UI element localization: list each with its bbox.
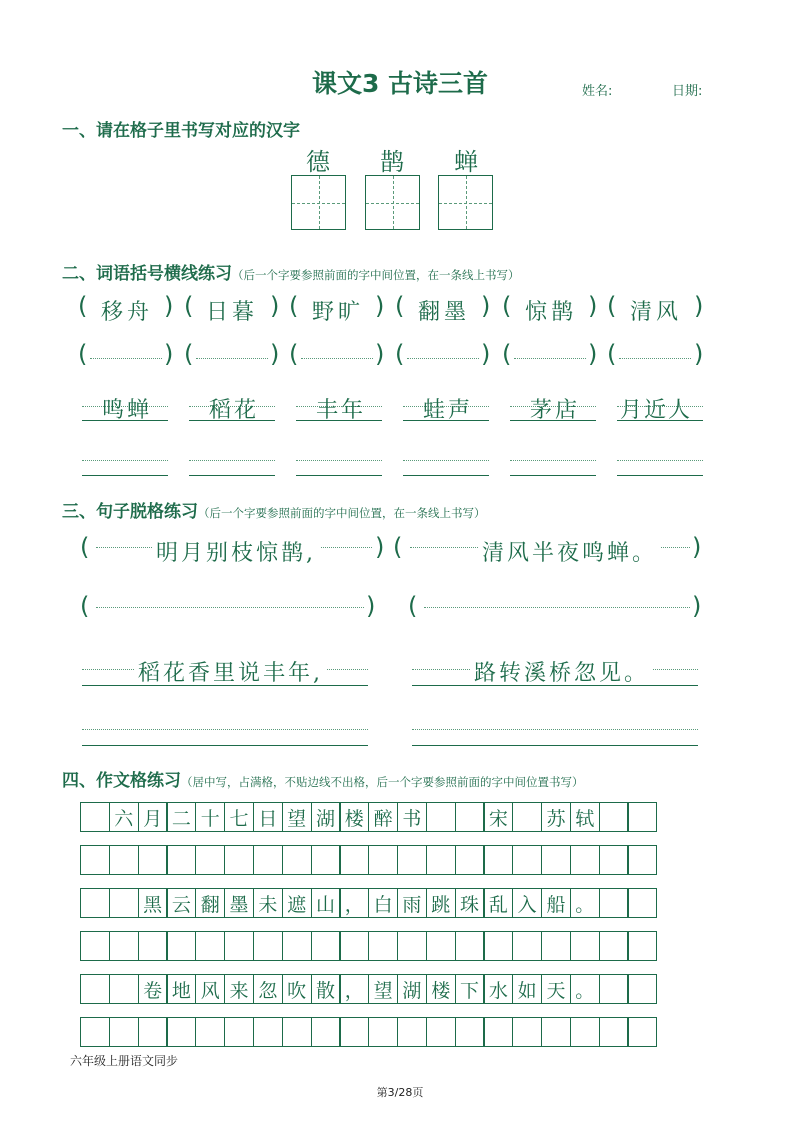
grid-cell[interactable]: 白 (368, 888, 398, 918)
grid-cell[interactable]: 乱 (483, 888, 513, 918)
char-que: 鹊 (380, 148, 404, 176)
grid-cell[interactable]: 楼 (339, 802, 369, 832)
line-word-2: 稻花 (209, 398, 260, 423)
paren-blank-4[interactable] (407, 358, 479, 359)
grid-cell[interactable]: 散 (311, 974, 341, 1004)
grid-cell[interactable] (627, 888, 657, 918)
grid-cell[interactable] (195, 845, 225, 875)
grid-cell[interactable] (627, 931, 657, 961)
grid-cell[interactable] (195, 1017, 225, 1047)
grid-cell[interactable] (426, 845, 456, 875)
paren-close: ) (164, 340, 174, 368)
grid-cell[interactable]: 忽 (253, 974, 283, 1004)
section4-note: （居中写，占满格，不贴边线不出格，后一个字要参照前面的字中间位置书写） (181, 775, 584, 789)
grid-cell[interactable] (512, 845, 542, 875)
paren-close: ) (375, 340, 385, 368)
underline[interactable] (617, 475, 703, 476)
grid-cell[interactable] (253, 845, 283, 875)
paren-open: ( (184, 292, 194, 320)
grid-cell[interactable]: 楼 (426, 974, 456, 1004)
grid-cell[interactable] (512, 931, 542, 961)
line-sentence-1: 稻花香里说丰年, (134, 656, 327, 687)
underline[interactable] (296, 475, 382, 476)
grid-cell[interactable] (426, 931, 456, 961)
paren-open: ( (289, 292, 299, 320)
paren-close: ) (375, 292, 385, 320)
grid-cell[interactable] (138, 1017, 168, 1047)
grid-cell[interactable] (426, 802, 456, 832)
paren-blank-3[interactable] (301, 358, 373, 359)
grid-cell[interactable] (282, 845, 312, 875)
paren-open: ( (289, 340, 299, 368)
paren-open: ( (607, 292, 617, 320)
composition-row-6 (80, 1017, 656, 1047)
grid-cell[interactable]: 天 (541, 974, 571, 1004)
paren-word-6: 清风 (630, 300, 683, 325)
dotline[interactable] (617, 460, 703, 461)
paren-open: ( (393, 533, 403, 561)
grid-cell[interactable]: 望 (368, 974, 398, 1004)
grid-cell[interactable]: 来 (224, 974, 254, 1004)
grid-cell[interactable] (455, 931, 485, 961)
tian-grid-3[interactable] (438, 175, 493, 230)
paren-open: ( (78, 292, 88, 320)
line-word-6: 月近人 (620, 398, 693, 423)
grid-cell[interactable]: 月 (138, 802, 168, 832)
paren-close: ) (270, 340, 280, 368)
grid-cell[interactable]: 如 (512, 974, 542, 1004)
grid-cell[interactable] (109, 974, 139, 1004)
paren-open: ( (607, 340, 617, 368)
underline[interactable] (82, 475, 168, 476)
grid-cell[interactable]: 湖 (311, 802, 341, 832)
line-word-4: 蛙声 (423, 398, 474, 423)
grid-cell[interactable] (397, 931, 427, 961)
section3-heading-text: 三、句子脱格练习 (62, 502, 198, 522)
dotline[interactable] (189, 460, 275, 461)
grid-cell[interactable]: 跳 (426, 888, 456, 918)
grid-cell[interactable]: 日 (253, 802, 283, 832)
underline (403, 420, 489, 421)
grid-cell[interactable]: 七 (224, 802, 254, 832)
grid-cell[interactable] (80, 802, 110, 832)
date-label: 日期: (672, 84, 703, 99)
paren-close: ) (481, 292, 491, 320)
grid-cell[interactable] (627, 802, 657, 832)
underline[interactable] (412, 745, 698, 746)
section1-heading: 一、请在格子里书写对应的汉字 (62, 121, 300, 141)
paren-blank-2[interactable] (196, 358, 268, 359)
grid-cell[interactable]: 望 (282, 802, 312, 832)
paren-close: ) (588, 292, 598, 320)
grid-cell[interactable]: 船 (541, 888, 571, 918)
dotline[interactable] (82, 729, 368, 730)
sentence-2: 清风半夜鸣蝉。 (478, 536, 661, 567)
grid-cell[interactable] (483, 931, 513, 961)
paren-open: ( (408, 592, 418, 620)
section2-note: （后一个字要参照前面的字中间位置，在一条线上书写） (232, 268, 520, 282)
grid-cell[interactable] (570, 845, 600, 875)
paren-open: ( (395, 340, 405, 368)
grid-cell[interactable] (599, 931, 629, 961)
tian-grid-1[interactable] (291, 175, 346, 230)
footer-text: 六年级上册语文同步 (70, 1054, 179, 1068)
paren-close: ) (366, 592, 376, 620)
paren-close: ) (270, 292, 280, 320)
grid-cell[interactable] (627, 1017, 657, 1047)
underline (189, 420, 275, 421)
underline[interactable] (189, 475, 275, 476)
grid-cell[interactable]: 黑 (138, 888, 168, 918)
grid-cell[interactable] (109, 1017, 139, 1047)
dotline[interactable] (412, 729, 698, 730)
grid-cell[interactable] (570, 1017, 600, 1047)
char-chan: 蝉 (454, 148, 478, 176)
grid-cell[interactable]: 水 (483, 974, 513, 1004)
grid-cell[interactable]: 墨 (224, 888, 254, 918)
line-word-1: 鸣蝉 (102, 398, 153, 423)
grid-cell[interactable]: 六 (109, 802, 139, 832)
underline[interactable] (82, 745, 368, 746)
grid-cell[interactable] (311, 845, 341, 875)
grid-cell[interactable] (455, 802, 485, 832)
paren-word-1: 移舟 (101, 300, 154, 325)
grid-cell[interactable] (80, 974, 110, 1004)
grid-cell[interactable] (339, 845, 369, 875)
paren-close: ) (588, 340, 598, 368)
char-de: 德 (306, 148, 330, 176)
grid-cell[interactable] (138, 931, 168, 961)
paren-blank-6[interactable] (619, 358, 691, 359)
section3-heading (62, 497, 486, 522)
tian-grid-2[interactable] (365, 175, 420, 230)
paren-open: ( (502, 292, 512, 320)
grid-cell[interactable]: 醉 (368, 802, 398, 832)
paren-close: ) (692, 592, 702, 620)
grid-cell[interactable] (195, 931, 225, 961)
paren-word-5: 惊鹊 (525, 300, 578, 325)
grid-cell[interactable] (570, 931, 600, 961)
paren-word-3: 野旷 (312, 300, 365, 325)
grid-cell[interactable] (80, 1017, 110, 1047)
section2-heading (62, 259, 520, 284)
underline (82, 420, 168, 421)
grid-cell[interactable] (599, 888, 629, 918)
paren-close: ) (481, 340, 491, 368)
dotline[interactable] (510, 460, 596, 461)
paren-blank[interactable] (96, 607, 364, 608)
grid-cell[interactable] (599, 974, 629, 1004)
section3-note: （后一个字要参照前面的字中间位置，在一条线上书写） (198, 506, 486, 520)
paren-open: ( (80, 592, 90, 620)
grid-cell[interactable]: 轼 (570, 802, 600, 832)
paren-open: ( (80, 533, 90, 561)
grid-cell[interactable]: 宋 (483, 802, 513, 832)
paren-blank[interactable] (424, 607, 690, 608)
paren-open: ( (395, 292, 405, 320)
grid-cell[interactable] (627, 974, 657, 1004)
paren-close: ) (375, 533, 385, 561)
paren-word-2: 日暮 (206, 300, 259, 325)
dotline[interactable] (82, 460, 168, 461)
grid-cell[interactable] (166, 1017, 196, 1047)
grid-cell[interactable]: 山 (311, 888, 341, 918)
grid-cell[interactable] (282, 931, 312, 961)
grid-cell[interactable]: 。 (570, 888, 600, 918)
underline (510, 420, 596, 421)
paren-close: ) (694, 292, 704, 320)
paren-open: ( (78, 340, 88, 368)
grid-cell[interactable]: ， (339, 974, 369, 1004)
grid-cell[interactable] (368, 1017, 398, 1047)
grid-cell[interactable] (426, 1017, 456, 1047)
grid-cell[interactable] (339, 1017, 369, 1047)
grid-cell[interactable]: 二 (166, 802, 196, 832)
grid-cell[interactable] (455, 1017, 485, 1047)
grid-cell[interactable]: 。 (570, 974, 600, 1004)
grid-cell[interactable] (512, 802, 542, 832)
grid-cell[interactable] (599, 845, 629, 875)
grid-cell[interactable] (397, 1017, 427, 1047)
grid-cell[interactable]: 珠 (455, 888, 485, 918)
section4-heading-text: 四、作文格练习 (62, 771, 181, 791)
grid-cell[interactable] (282, 1017, 312, 1047)
underline (412, 685, 698, 686)
grid-cell[interactable]: 入 (512, 888, 542, 918)
grid-cell[interactable] (483, 1017, 513, 1047)
grid-cell[interactable] (368, 845, 398, 875)
grid-cell[interactable]: 卷 (138, 974, 168, 1004)
grid-cell[interactable]: 未 (253, 888, 283, 918)
paren-blank-1[interactable] (90, 358, 162, 359)
grid-cell[interactable] (138, 845, 168, 875)
composition-row-3 (80, 888, 656, 918)
paren-word-4: 翻墨 (418, 300, 471, 325)
paren-close: ) (164, 292, 174, 320)
grid-cell[interactable] (541, 845, 571, 875)
grid-cell[interactable] (541, 931, 571, 961)
paren-close: ) (692, 533, 702, 561)
grid-cell[interactable]: 云 (166, 888, 196, 918)
grid-cell[interactable] (627, 845, 657, 875)
paren-open: ( (502, 340, 512, 368)
name-label: 姓名: (582, 84, 613, 99)
grid-cell[interactable]: 书 (397, 802, 427, 832)
paren-close: ) (694, 340, 704, 368)
grid-cell[interactable] (455, 845, 485, 875)
grid-cell[interactable]: 翻 (195, 888, 225, 918)
line-sentence-2: 路转溪桥忽见。 (470, 656, 653, 687)
composition-row-4 (80, 931, 656, 961)
section4-heading (62, 766, 584, 791)
grid-cell[interactable] (109, 931, 139, 961)
page-title: 课文3 古诗三首 (311, 69, 489, 98)
paren-open: ( (184, 340, 194, 368)
grid-cell[interactable] (80, 888, 110, 918)
grid-cell[interactable] (368, 931, 398, 961)
grid-cell[interactable]: 苏 (541, 802, 571, 832)
grid-cell[interactable]: 风 (195, 974, 225, 1004)
grid-cell[interactable]: 湖 (397, 974, 427, 1004)
grid-cell[interactable] (80, 931, 110, 961)
paren-blank-5[interactable] (514, 358, 586, 359)
grid-cell[interactable] (397, 845, 427, 875)
grid-cell[interactable] (166, 931, 196, 961)
composition-row-1 (80, 802, 656, 832)
underline (617, 420, 703, 421)
grid-cell[interactable]: 吹 (282, 974, 312, 1004)
grid-cell[interactable] (224, 1017, 254, 1047)
grid-cell[interactable] (339, 931, 369, 961)
sentence-1: 明月别枝惊鹊, (152, 536, 320, 567)
grid-cell[interactable] (253, 931, 283, 961)
underline[interactable] (510, 475, 596, 476)
grid-cell[interactable] (483, 845, 513, 875)
line-word-3: 丰年 (316, 398, 367, 423)
underline (296, 420, 382, 421)
grid-cell[interactable] (109, 888, 139, 918)
grid-cell[interactable] (224, 931, 254, 961)
grid-cell[interactable] (109, 845, 139, 875)
grid-cell[interactable] (311, 931, 341, 961)
grid-cell[interactable]: 十 (195, 802, 225, 832)
underline (82, 685, 368, 686)
composition-row-5 (80, 974, 656, 1004)
grid-cell[interactable] (541, 1017, 571, 1047)
grid-cell[interactable] (599, 802, 629, 832)
dotline[interactable] (403, 460, 489, 461)
page-number: 第3/28页 (376, 1086, 424, 1099)
grid-cell[interactable]: ， (339, 888, 369, 918)
underline[interactable] (403, 475, 489, 476)
grid-cell[interactable]: 雨 (397, 888, 427, 918)
dotline[interactable] (296, 460, 382, 461)
grid-cell[interactable]: 下 (455, 974, 485, 1004)
grid-cell[interactable]: 地 (166, 974, 196, 1004)
grid-cell[interactable] (512, 1017, 542, 1047)
grid-cell[interactable] (224, 845, 254, 875)
grid-cell[interactable] (80, 845, 110, 875)
grid-cell[interactable] (253, 1017, 283, 1047)
grid-cell[interactable] (166, 845, 196, 875)
section2-heading-text: 二、词语括号横线练习 (62, 264, 232, 284)
line-word-5: 茅店 (530, 398, 581, 423)
grid-cell[interactable] (599, 1017, 629, 1047)
grid-cell[interactable] (311, 1017, 341, 1047)
composition-row-2 (80, 845, 656, 875)
grid-cell[interactable]: 遮 (282, 888, 312, 918)
